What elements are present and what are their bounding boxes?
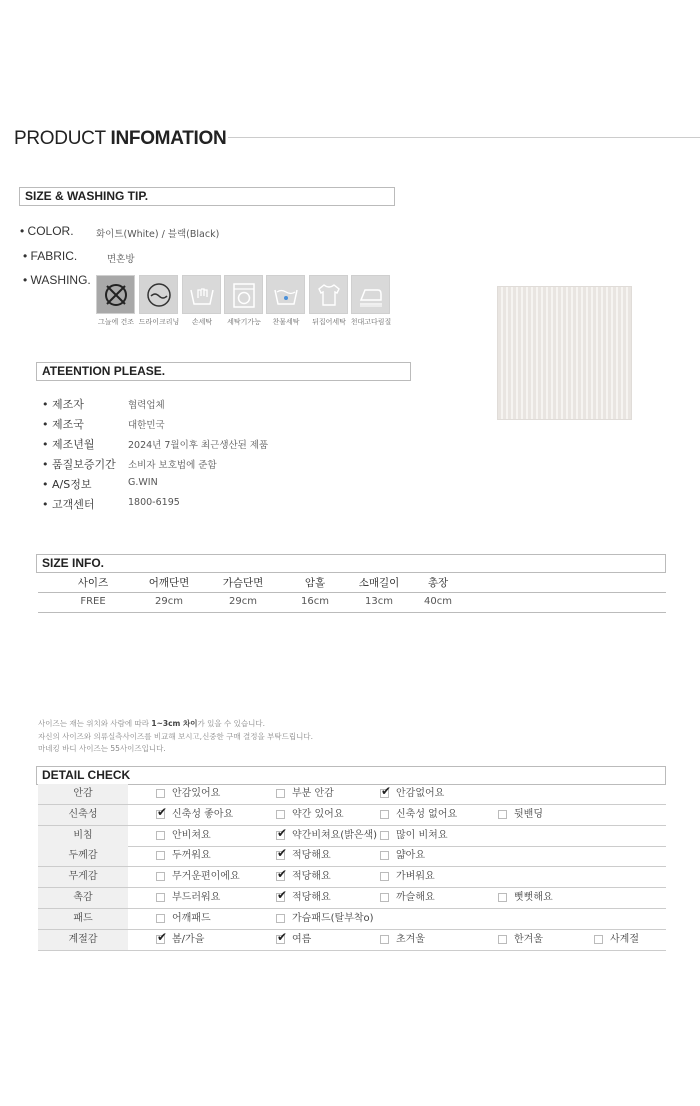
option-label: 부분 안감 (292, 788, 334, 799)
attention-label-country: • 제조국 (42, 418, 84, 431)
detail-row (38, 867, 666, 888)
swatch-rib (511, 287, 513, 419)
size-table-divider (38, 592, 666, 593)
option-checkbox[interactable] (380, 935, 389, 944)
wash-item-5 (266, 275, 306, 327)
detail-row-label: 촉감 (38, 888, 128, 908)
check-mark-icon: ✔ (277, 867, 288, 882)
cold-water-wash-icon (266, 275, 305, 314)
wash-item-7 (351, 275, 391, 327)
attention-value-country: 대한민국 (128, 420, 165, 431)
detail-row (38, 826, 666, 847)
dry-clean-icon (139, 275, 178, 314)
detail-row (38, 784, 666, 805)
swatch-rib (611, 287, 613, 419)
swatch-rib (506, 287, 508, 419)
swatch-rib (566, 287, 568, 419)
wash-caption: 손세탁 (191, 318, 213, 326)
color-value: 화이트(White) / 블랙(Black) (96, 229, 220, 240)
option-checkbox[interactable] (380, 872, 389, 881)
cloth-iron-icon (351, 275, 390, 314)
option-checkbox[interactable] (276, 846, 288, 861)
size-cell: 29cm (229, 596, 257, 607)
swatch-rib (501, 287, 503, 419)
option-label: 약간 있어요 (292, 808, 344, 820)
swatch-rib (586, 287, 588, 419)
swatch-rib (571, 287, 573, 419)
option-checkbox[interactable] (276, 888, 288, 902)
attention-heading: ATEENTION PLEASE. (36, 362, 411, 381)
detail-row-label: 비침 (38, 826, 128, 846)
option-label: 뒷밴딩 (514, 808, 543, 820)
swatch-rib (616, 287, 618, 419)
color-label: • COLOR. (20, 224, 74, 238)
wash-item-1 (96, 275, 136, 327)
option-checkbox[interactable] (156, 914, 165, 923)
option-checkbox[interactable] (156, 789, 165, 798)
size-note-1: 사이즈는 재는 위치와 사람에 따라 1~3cm 차이가 있을 수 있습니다. (38, 719, 265, 728)
detail-row (38, 805, 666, 826)
option-label: 얇아요 (396, 850, 425, 862)
option-checkbox[interactable] (276, 929, 288, 944)
check-mark-icon: ✔ (277, 929, 288, 944)
option-label: 어깨패드 (172, 912, 211, 924)
size-table-divider (38, 612, 666, 613)
wash-caption: 천대고다림질 (350, 318, 392, 326)
option-checkbox[interactable] (156, 872, 165, 881)
wash-item-6 (309, 275, 349, 327)
attention-label-as: • A/S정보 (42, 478, 92, 491)
attention-label-maker: • 제조자 (42, 398, 84, 411)
check-mark-icon: ✔ (157, 804, 168, 819)
size-cell: 13cm (365, 596, 393, 607)
fabric-label: • FABRIC. (23, 249, 78, 263)
size-cell: 29cm (155, 596, 183, 607)
swatch-rib (521, 287, 523, 419)
swatch-rib (536, 287, 538, 419)
option-checkbox[interactable] (498, 810, 507, 819)
size-cell: FREE (80, 596, 106, 607)
wash-item-3 (182, 275, 222, 327)
check-mark-icon: ✔ (381, 784, 392, 798)
attention-label-date: • 제조년월 (42, 438, 95, 451)
option-checkbox[interactable] (380, 851, 389, 860)
check-mark-icon: ✔ (277, 825, 288, 840)
page-title (14, 128, 226, 150)
size-table-header (38, 573, 666, 593)
option-label: 봄/가을 (172, 933, 205, 945)
check-mark-icon: ✔ (277, 888, 288, 902)
option-label: 까슬해요 (396, 892, 435, 903)
size-cell: 16cm (301, 596, 329, 607)
swatch-rib (591, 287, 593, 419)
option-label: 많이 비쳐요 (396, 829, 448, 841)
hand-wash-icon (182, 275, 221, 314)
detail-row-label: 무게감 (38, 867, 128, 887)
option-checkbox[interactable] (380, 893, 389, 902)
detail-row-label: 신축성 (38, 805, 128, 825)
no-tumble-dry-icon (96, 275, 135, 314)
size-cell: 40cm (424, 596, 452, 607)
size-table-row (38, 592, 666, 612)
option-label: 무거운편이에요 (172, 871, 240, 883)
wash-caption: 뒤집어세탁 (312, 318, 346, 326)
size-note-2: 자신의 사이즈와 의류실측사이즈를 비교해 보시고,신중한 구매 결정을 부탁드립니다. (38, 732, 314, 741)
option-checkbox[interactable] (276, 825, 288, 840)
option-label: 두꺼워요 (172, 850, 211, 862)
option-checkbox[interactable] (276, 914, 285, 923)
option-checkbox[interactable] (498, 893, 507, 902)
swatch-rib (631, 287, 632, 419)
washing-machine-icon (224, 275, 263, 314)
option-label: 뻣뻣해요 (514, 892, 553, 903)
detail-row-label: 패드 (38, 909, 128, 929)
option-checkbox[interactable] (156, 851, 165, 860)
option-checkbox[interactable] (380, 810, 389, 819)
option-label: 신축성 좋아요 (172, 808, 234, 820)
size-washing-heading: SIZE & WASHING TIP. (19, 187, 395, 206)
wash-item-2 (139, 275, 179, 327)
inside-out-wash-icon (309, 275, 348, 314)
option-checkbox[interactable] (276, 789, 285, 798)
detail-row (38, 888, 666, 909)
detail-row (38, 846, 666, 867)
attention-value-cs: 1800-6195 (128, 497, 180, 508)
check-mark-icon: ✔ (277, 846, 288, 861)
detail-row-label: 안감 (38, 784, 128, 804)
swatch-rib (621, 287, 623, 419)
attention-value-maker: 협력업체 (128, 400, 165, 411)
option-checkbox[interactable] (156, 893, 165, 902)
size-header-cell: 소매길이 (358, 577, 400, 589)
attention-value-date: 2024년 7월이후 최근생산된 제품 (128, 440, 269, 451)
option-label: 적당해요 (292, 871, 331, 883)
option-checkbox[interactable] (156, 831, 165, 840)
detail-check-heading: DETAIL CHECK (36, 766, 666, 785)
size-header-cell: 사이즈 (77, 577, 109, 589)
option-label: 가벼워요 (396, 871, 435, 883)
swatch-rib (601, 287, 603, 419)
option-label: 한겨울 (514, 933, 543, 945)
option-label: 초겨울 (396, 933, 425, 945)
swatch-rib (561, 287, 563, 419)
size-header-cell: 총장 (427, 577, 449, 589)
option-label: 적당해요 (292, 850, 331, 862)
check-mark-icon: ✔ (157, 929, 168, 944)
detail-row (38, 930, 666, 951)
option-checkbox[interactable] (380, 831, 389, 840)
detail-row-label: 두께감 (38, 846, 128, 866)
attention-value-as: G.WIN (128, 477, 158, 488)
wash-caption: 드라이크리닝 (138, 318, 180, 326)
title-bold: INFOMATION (110, 128, 227, 149)
option-checkbox[interactable] (380, 784, 392, 798)
fabric-value: 면혼방 (107, 254, 135, 265)
swatch-rib (596, 287, 598, 419)
swatch-rib (626, 287, 628, 419)
option-label: 신축성 없어요 (396, 808, 458, 820)
wash-item-4 (224, 275, 264, 327)
size-note-3: 마네킹 바디 사이즈는 55사이즈입니다. (38, 744, 166, 753)
swatch-rib (576, 287, 578, 419)
swatch-rib (531, 287, 533, 419)
size-info-heading: SIZE INFO. (36, 554, 666, 573)
title-light: PRODUCT (14, 128, 106, 149)
option-label: 안비쳐요 (172, 829, 211, 841)
option-label: 안감있어요 (172, 788, 221, 799)
swatch-rib (551, 287, 553, 419)
detail-row (38, 909, 666, 930)
swatch-rib (516, 287, 518, 419)
size-header-cell: 가슴단면 (222, 577, 264, 589)
swatch-rib (526, 287, 528, 419)
swatch-rib (556, 287, 558, 419)
option-label: 여름 (292, 933, 312, 945)
wash-caption: 세탁기가능 (227, 318, 261, 326)
size-header-cell: 암홀 (304, 577, 326, 589)
attention-label-warranty: • 품질보증기간 (42, 458, 116, 471)
size-header-cell: 어깨단면 (148, 577, 190, 589)
swatch-rib (581, 287, 583, 419)
washing-label: • WASHING. (23, 273, 91, 287)
wash-caption: 그늘에 건조 (97, 318, 135, 326)
option-checkbox[interactable] (498, 935, 507, 944)
option-checkbox[interactable] (276, 810, 285, 819)
option-checkbox[interactable] (156, 804, 168, 819)
option-checkbox[interactable] (156, 929, 168, 944)
title-divider (228, 137, 700, 138)
option-checkbox[interactable] (594, 935, 603, 944)
fabric-swatch-image (497, 286, 632, 420)
swatch-rib (546, 287, 548, 419)
detail-row-label: 계절감 (38, 930, 128, 950)
option-label: 가슴패드(탈부착o) (292, 912, 374, 924)
option-label: 사계절 (610, 933, 639, 945)
swatch-rib (606, 287, 608, 419)
option-label: 적당해요 (292, 892, 331, 903)
attention-value-warranty: 소비자 보호법에 준함 (128, 460, 217, 471)
swatch-rib (541, 287, 543, 419)
option-label: 약간비쳐요(밝은색) (292, 829, 378, 841)
attention-label-cs: • 고객센터 (42, 498, 95, 511)
option-label: 부드러워요 (172, 892, 221, 903)
option-checkbox[interactable] (276, 867, 288, 882)
option-label: 안감없어요 (396, 788, 445, 799)
wash-caption: 찬물세탁 (272, 318, 300, 326)
